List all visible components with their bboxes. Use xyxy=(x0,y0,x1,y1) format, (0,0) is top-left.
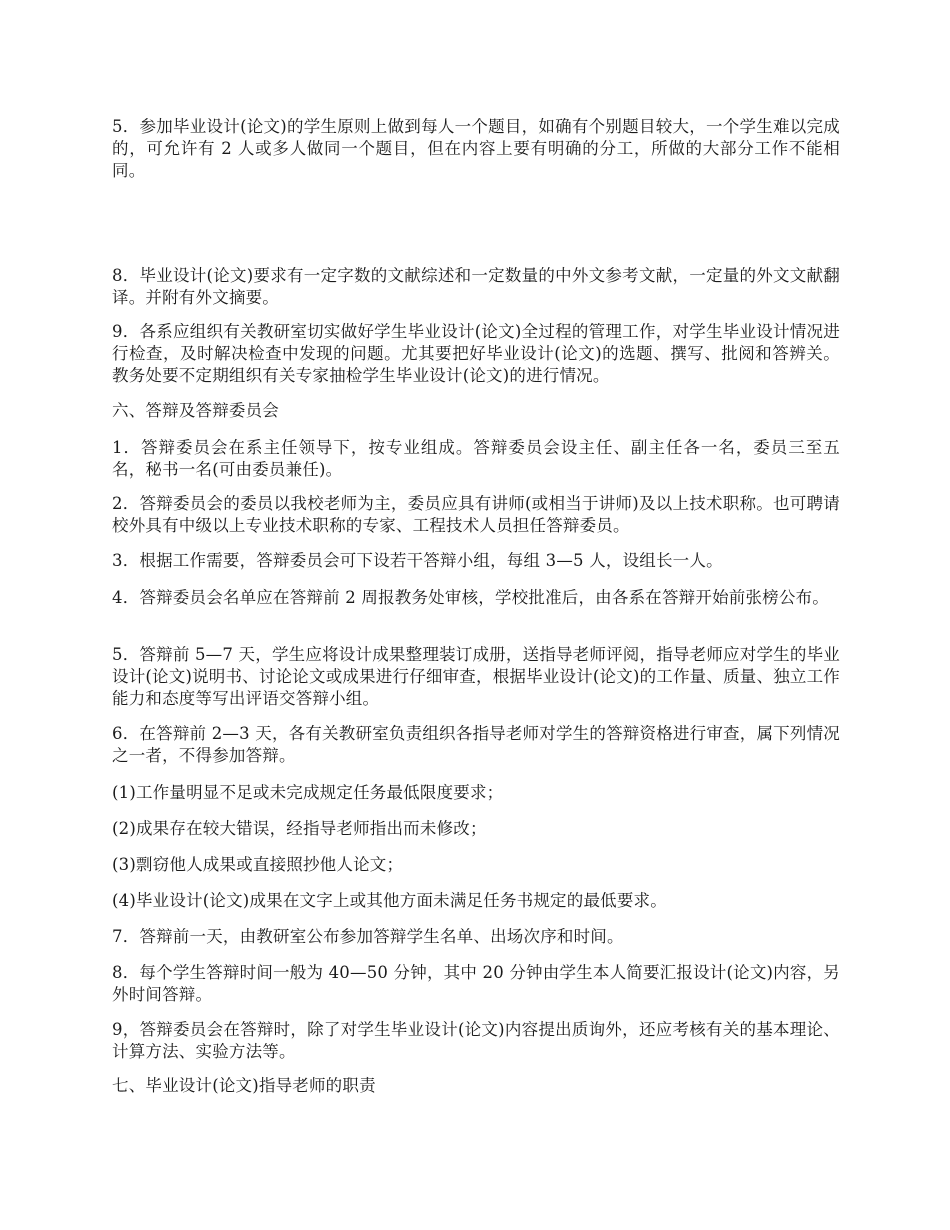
paragraph-defense-1: 1．答辩委员会在系主任领导下，按专业组成。答辩委员会设主任、副主任各一名，委员三至五名，秘书一名(可由委员兼任)。 xyxy=(112,438,840,479)
list-item-condition-3: (3)剽窃他人成果或直接照抄他人论文； xyxy=(112,855,404,874)
paragraph-defense-7: 7．答辩前一天，由教研室公布参加答辩学生名单、出场次序和时间。 xyxy=(112,927,624,946)
paragraph-defense-4: 4．答辩委员会名单应在答辩前 2 周报教务处审核，学校批准后，由各系在答辩开始前张榜公布。 xyxy=(112,588,829,607)
paragraph-defense-6: 6．在答辩前 2—3 天，各有关教研室负责组织各指导老师对学生的答辩资格进行审查，属下列情况之一者，不得参加答辩。 xyxy=(112,724,840,765)
section-heading-defense-committee: 六、答辩及答辩委员会 xyxy=(112,401,279,420)
paragraph-article-9-process-management: 9．各系应组织有关教研室切实做好学生毕业设计(论文)全过程的管理工作，对学生毕业设计情况进行检查，及时解决检查中发现的问题。尤其要把好毕业设计(论文)的选题、撰写、批阅和答辨关。教务处要不定期组织有关专家抽检学生毕业设计(论文)的进行情况。 xyxy=(112,322,840,385)
section-heading-advisor-duties: 七、毕业设计(论文)指导老师的职责 xyxy=(112,1076,376,1095)
list-item-condition-1: (1)工作量明显不足或未完成规定任务最低限度要求； xyxy=(112,783,504,802)
list-item-condition-2: (2)成果存在较大错误，经指导老师指出而未修改； xyxy=(112,819,487,838)
list-item-condition-4: (4)毕业设计(论文)成果在文字上或其他方面未满足任务书规定的最低要求。 xyxy=(112,891,667,910)
paragraph-article-8-literature-review: 8．毕业设计(论文)要求有一定字数的文献综述和一定数量的中外文参考文献，一定量的外文文献翻译。并附有外文摘要。 xyxy=(112,266,840,307)
paragraph-defense-3: 3．根据工作需要，答辩委员会可下设若干答辩小组，每组 3—5 人，设组长一人。 xyxy=(112,551,723,570)
paragraph-defense-2: 2．答辩委员会的委员以我校老师为主，委员应具有讲师(或相当于讲师)及以上技术职称。也可聘请校外具有中级以上专业技术职称的专家、工程技术人员担任答辩委员。 xyxy=(112,494,840,535)
paragraph-article-5-topic-assignment: 5．参加毕业设计(论文)的学生原则上做到每人一个题目，如确有个别题目较大，一个学生难以完成的，可允许有 2 人或多人做同一个题目，但在内容上要有明确的分工，所做的大部分工作不能相同。 xyxy=(112,117,840,180)
paragraph-defense-8: 8．每个学生答辩时间一般为 40—50 分钟，其中 20 分钟由学生本人简要汇报设计(论文)内容，另外时间答辩。 xyxy=(112,963,840,1004)
paragraph-defense-5: 5．答辩前 5—7 天，学生应将设计成果整理装订成册，送指导老师评阅，指导老师应对学生的毕业设计(论文)说明书、讨论论文或成果进行仔细审查，根据毕业设计(论文)的工作量、质量、独立工作能力和态度等写出评语交答辩小组。 xyxy=(112,645,840,708)
paragraph-defense-9: 9，答辩委员会在答辩时，除了对学生毕业设计(论文)内容提出质询外，还应考核有关的基本理论、计算方法、实验方法等。 xyxy=(112,1020,840,1061)
